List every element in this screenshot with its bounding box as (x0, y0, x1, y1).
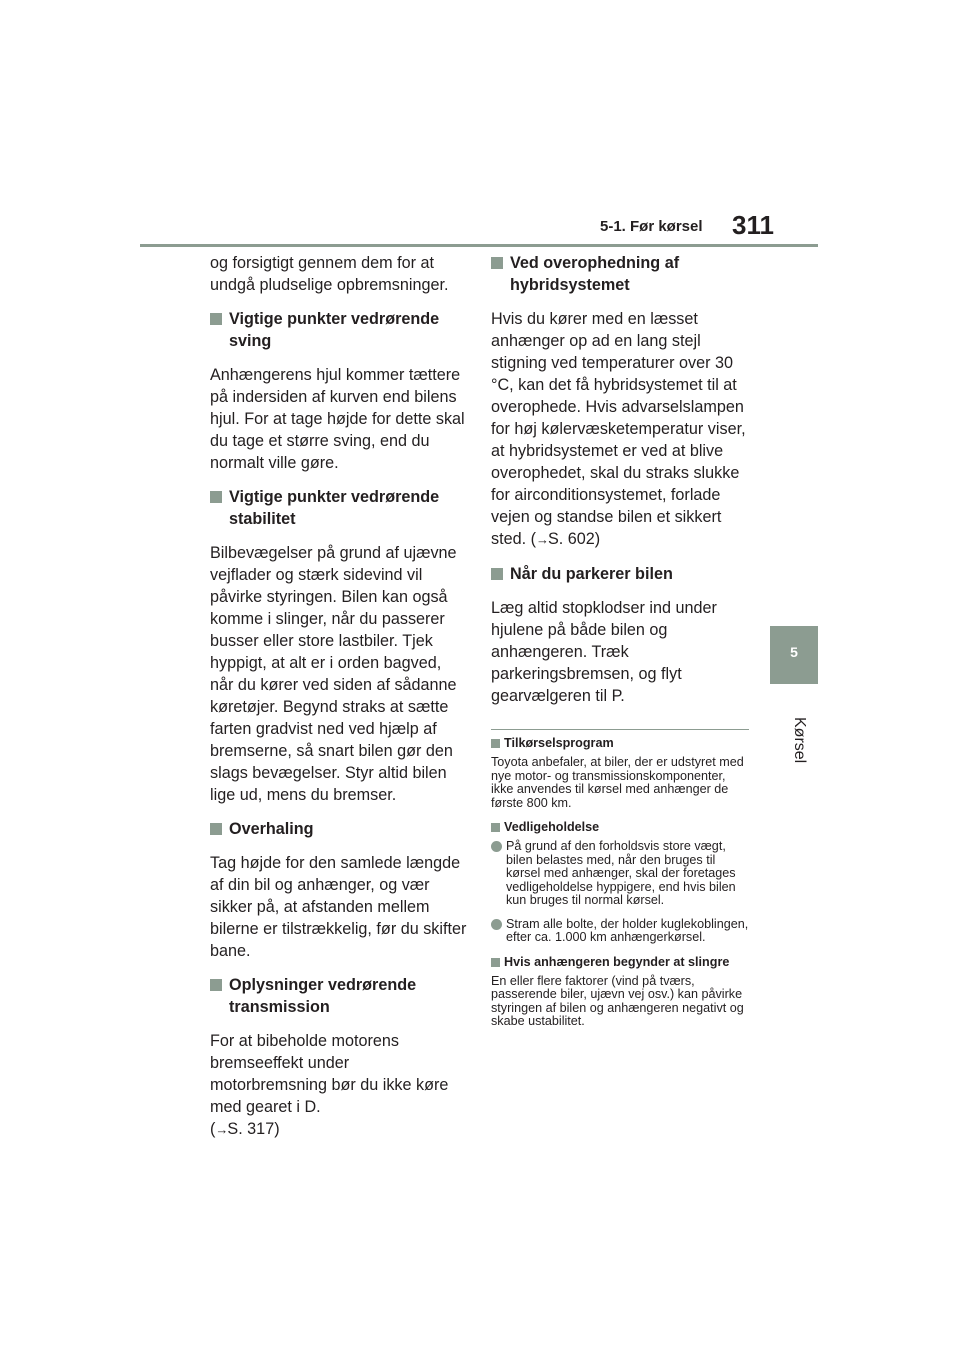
arrow-right-icon: → (215, 1122, 229, 1137)
square-bullet-icon (210, 979, 222, 991)
square-bullet-icon (491, 823, 500, 832)
chapter-tab[interactable] (770, 626, 818, 684)
intro-paragraph: og forsigtigt gennem dem for at undgå pludselige opbremsninger. (210, 254, 449, 294)
section-heading: Ved overophedning af hybridsystemet (491, 252, 749, 296)
circle-bullet-icon (491, 841, 502, 852)
note-heading: Tilkørselsprogram (491, 736, 749, 750)
notes-divider (491, 729, 749, 730)
square-bullet-icon (210, 491, 222, 503)
circle-bullet-icon (491, 919, 502, 930)
left-column (210, 252, 468, 1153)
section-paragraph: Anhængerens hjul kommer tættere på indersiden af kurven end bilens hjul. For at tage højde for dette skal du tage et større sving, end du normalt ville gøre. (210, 366, 465, 472)
section-paragraph: Hvis du kører med en læsset anhænger op ad en lang stejl stigning ved temperaturer over 30 °C, kan det få hybridsystemet til at overophede. Hvis advarselslampen for høj kølervæsketemperatur viser, at hybridsystemet er ved at blive overophedet, skal du straks slukke for airconditionsystemet, forlade vejen og standse bilen et sikkert sted. (→S. 602) (491, 308, 749, 551)
note-paragraph: En eller flere faktorer (vind på tværs, passerende biler, ujævn vej osv.) kan påvirke styringen af bilen og anhængeren negativt og skabe ustabilitet. (491, 973, 744, 1028)
section-title: 5-1. Før kørsel (600, 218, 703, 235)
section-heading: Vigtige punkter vedrørende stabilitet (210, 486, 468, 530)
section-heading: Oplysninger vedrørende transmission (210, 974, 468, 1018)
square-bullet-icon (491, 739, 500, 748)
page-reference-link[interactable]: S. 317) (227, 1120, 280, 1138)
square-bullet-icon (491, 257, 503, 269)
section-paragraph: For at bibeholde motorens bremseeffekt under motorbremsning bør du ikke køre med gearet i D. (→S. 317) (210, 1030, 468, 1141)
note-paragraph: Toyota anbefaler, at biler, der er udstyret med nye motor- og transmissionskomponenter, ikke anvendes til kørsel med anhænger de første 800 km. (491, 755, 744, 810)
chapter-number: 5 (790, 644, 798, 660)
square-bullet-icon (210, 313, 222, 325)
section-paragraph: Tag højde for den samlede længde af din bil og anhænger, og vær sikker på, at afstanden mellem bilerne er tilstrækkelig, før du skifter bane. (210, 854, 467, 960)
section-heading: Når du parkerer bilen (491, 563, 749, 585)
square-bullet-icon (491, 568, 503, 580)
page-number: 311 (732, 210, 774, 240)
section-heading: Overhaling (210, 818, 468, 840)
square-bullet-icon (491, 958, 500, 967)
arrow-right-icon: → (536, 532, 549, 547)
note-bullet: Stram alle bolte, der holder kuglekoblingen, efter ca. 1.000 km anhængerkørsel. (491, 918, 749, 945)
square-bullet-icon (210, 823, 222, 835)
note-heading: Hvis anhængeren begynder at slingre (491, 955, 749, 969)
right-column (491, 252, 749, 1039)
section-paragraph: Bilbevægelser på grund af ujævne vejflader og stærk sidevind vil påvirke styringen. Bilen kan også komme i slinger, når du passerer busser eller store lastbiler. Tjek hyppigt, at alt er i orden bagved, når du kører ved siden af sådanne køretøjer. Begynd straks at sætte farten gradvist ned ved hjælp af bremserne, så snart bilen gør den slags bevægelser. Styr altid bilen lige ud, mens du bremser. (210, 544, 457, 804)
section-heading: Vigtige punkter vedrørende sving (210, 308, 468, 352)
note-heading: Vedligeholdelse (491, 820, 749, 834)
note-bullet: På grund af den forholdsvis store vægt, bilen belastes med, når den bruges til kørsel med anhænger, skal der foretages vedligeholdelse hyppigere, end hvis bilen kun bruges til normal kørsel. (491, 840, 749, 908)
section-paragraph: Læg altid stopklodser ind under hjulene på både bilen og anhængeren. Træk parkeringsbremsen, og flyt gearvælgeren til P. (491, 599, 717, 705)
header-divider (140, 244, 818, 247)
page-reference-link[interactable]: S. 602) (548, 530, 601, 548)
